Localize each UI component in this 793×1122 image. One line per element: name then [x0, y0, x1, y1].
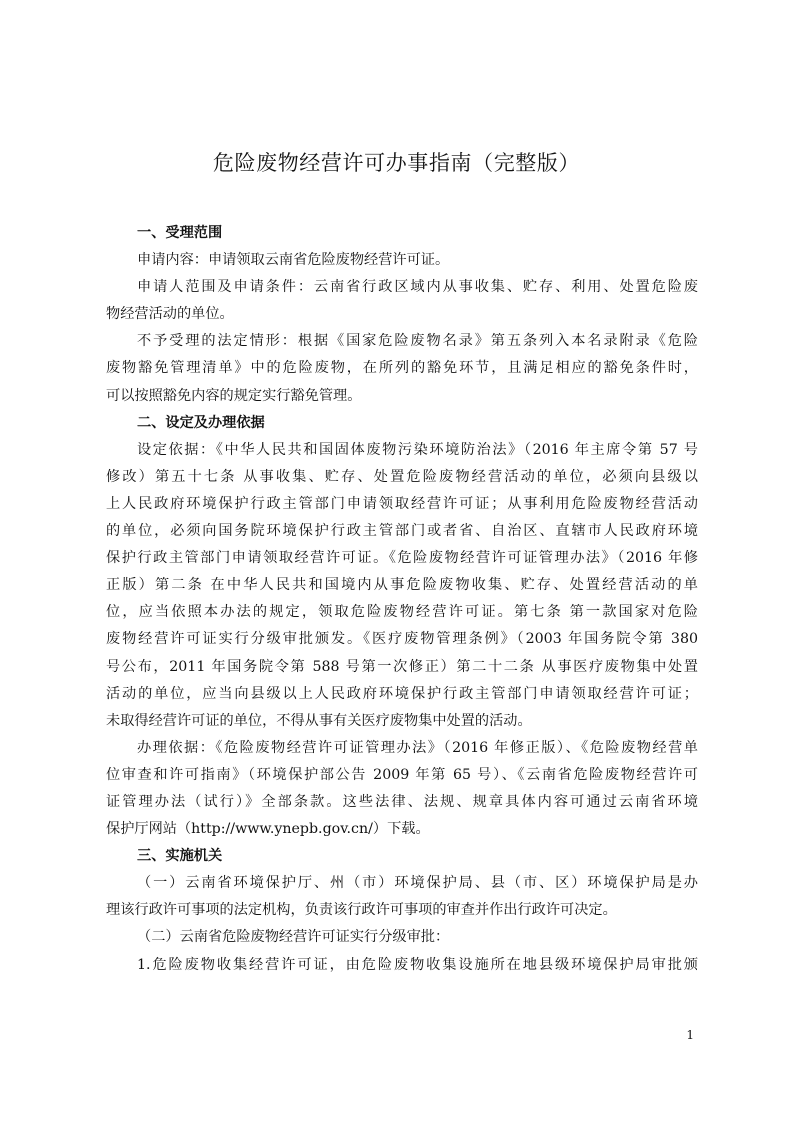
- paragraph-line: 位审查和许可指南》（环境保护部公告 2009 年第 65 号）、《云南省危险废物经营许可: [106, 766, 698, 783]
- paragraph-line: 申请人范围及申请条件：云南省行政区域内从事收集、贮存、利用、处置危险废: [137, 279, 698, 296]
- paragraph-line: 正版）第二条 在中华人民共和国境内从事危险废物收集、贮存、处置经营活动的单: [106, 577, 698, 594]
- section-heading: 一、受理范围: [137, 225, 223, 241]
- paragraph-line: 理该行政许可事项的法定机构，负责该行政许可事项的审查并作出行政许可决定。: [106, 902, 617, 919]
- paragraph-line: （二）云南省危险废物经营许可证实行分级审批：: [137, 929, 450, 946]
- paragraph-line: 保护行政主管部门申请领取经营许可证。《危险废物经营许可证管理办法》（2016 年修: [106, 550, 698, 567]
- paragraph-line: 证管理办法（试行）》全部条款。这些法律、法规、规章具体内容可通过云南省环境: [106, 793, 698, 810]
- paragraph-line: 修改）第五十七条 从事收集、贮存、处置危险废物经营活动的单位，必须向县级以: [106, 468, 698, 485]
- paragraph-line: 位，应当依照本办法的规定，领取危险废物经营许可证。第七条 第一款国家对危险: [106, 604, 698, 621]
- paragraph-line: 申请内容：申请领取云南省危险废物经营许可证。: [137, 252, 450, 269]
- paragraph-line: 废物经营许可证实行分级审批颁发。《医疗废物管理条例》（2003 年国务院令第 380: [106, 631, 698, 648]
- document-title: 危险废物经营许可办事指南（完整版）: [212, 151, 581, 175]
- paragraph-line: 未取得经营许可证的单位，不得从事有关医疗废物集中处置的活动。: [106, 712, 532, 729]
- paragraph-line: 号公布，2011 年国务院令第 588 号第一次修正）第二十二条 从事医疗废物集中处置: [106, 658, 698, 675]
- paragraph-line: 的单位，必须向国务院环境保护行政主管部门或者省、自治区、直辖市人民政府环境: [106, 523, 698, 540]
- paragraph-line: 物经营活动的单位。: [106, 306, 234, 323]
- section-heading: 三、实施机关: [137, 848, 223, 865]
- paragraph-line: 设定依据：《中华人民共和国固体废物污染环境防治法》（2016 年主席令第 57 号: [137, 441, 698, 458]
- paragraph-line: 不予受理的法定情形：根据《国家危险废物名录》第五条列入本名录附录《危险: [137, 333, 698, 350]
- section-heading: 二、设定及办理依据: [137, 414, 265, 431]
- paragraph-line: 保护厅网站（http://www.ynepb.gov.cn/）下载。: [106, 821, 430, 838]
- paragraph-line: 办理依据：《危险废物经营许可证管理办法》（2016 年修正版）、《危险废物经营单: [137, 739, 698, 756]
- paragraph-line: 1.危险废物收集经营许可证，由危险废物收集设施所在地县级环境保护局审批颁: [137, 956, 698, 973]
- page-number: 1: [686, 1028, 694, 1042]
- paragraph-line: 废物豁免管理清单》中的危险废物，在所列的豁免环节，且满足相应的豁免条件时，: [106, 360, 698, 377]
- document-body: [106, 220, 698, 979]
- paragraph-line: （一）云南省环境保护厅、州（市）环境保护局、县（市、区）环境保护局是办: [137, 875, 698, 892]
- paragraph-line: 上人民政府环境保护行政主管部门申请领取经营许可证；从事利用危险废物经营活动: [106, 495, 698, 512]
- paragraph-line: 可以按照豁免内容的规定实行豁免管理。: [106, 387, 362, 404]
- paragraph-line: 活动的单位，应当向县级以上人民政府环境保护行政主管部门申请领取经营许可证；: [106, 685, 698, 702]
